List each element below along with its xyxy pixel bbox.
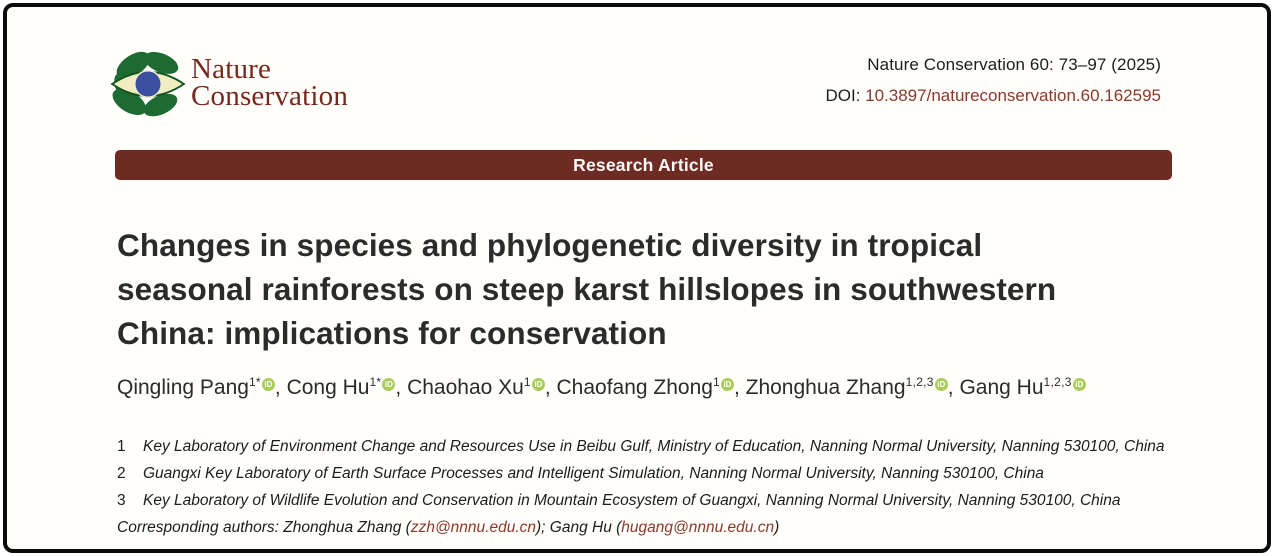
journal-brand [109,47,348,121]
doi-line [825,86,1161,106]
affiliation-text: Guangxi Key Laboratory of Earth Surface Processes and Intelligent Simulation, Nanning Normal University, Nanning 530100, China [143,465,1044,482]
corresponding-email-1[interactable]: zzh@nnnu.edu.cn [410,519,537,536]
article-type-label: Research Article [573,154,714,175]
author [557,376,746,399]
author [287,376,408,399]
orcid-icon[interactable]: iD [382,378,395,391]
affiliation-number: 1 [117,438,126,455]
author-separator: , [544,376,557,399]
corresponding-prefix: Corresponding authors: Zhonghua Zhang ( [117,519,411,536]
author-name: Gang Hu [959,376,1044,399]
author-affiliation-sup: 1* [248,375,261,389]
paper-first-page [3,3,1271,553]
journal-logo-icon [109,47,187,121]
author-separator: , [733,376,746,399]
orcid-icon[interactable]: iD [721,378,734,391]
article-type-banner [115,150,1172,180]
author-name: Zhonghua Zhang [745,376,906,399]
author [407,376,556,399]
author-separator: , [395,376,408,399]
article-title-line: China: implications for conservation [117,315,667,351]
journal-name-line2: Conservation [191,80,349,112]
author-separator: , [947,376,960,399]
corresponding-email-2[interactable]: hugang@nnnu.edu.cn [621,519,775,536]
doi-link[interactable]: 10.3897/natureconservation.60.162595 [865,86,1161,105]
corresponding-suffix: ) [774,519,780,536]
article-title-line: Changes in species and phylogenetic diversity in tropical [117,227,983,263]
orcid-icon[interactable]: iD [532,378,545,391]
affiliation-row [117,433,1197,460]
author-affiliation-sup: 1,2,3 [1043,375,1072,389]
author-affiliation-sup: 1 [712,375,720,389]
corresponding-authors-line [117,514,1197,541]
author-name: Qingling Pang [117,376,249,399]
orcid-icon[interactable]: iD [1073,378,1086,391]
author-affiliation-sup: 1* [369,375,382,389]
author-affiliation-sup: 1,2,3 [905,375,934,389]
author-separator: , [274,376,287,399]
citation-block [825,55,1161,106]
affiliation-text: Key Laboratory of Environment Change and Resources Use in Beibu Gulf, Ministry of Education, Nanning Normal University, Nanning 530100, China [143,438,1165,455]
affiliation-number: 3 [117,492,126,509]
affiliation-list [117,433,1197,514]
affiliation-block [117,433,1197,541]
author-affiliation-sup: 1 [523,375,531,389]
journal-name [191,53,349,112]
article-title [117,223,1177,355]
author-list [117,376,1217,400]
citation-line: Nature Conservation 60: 73–97 (2025) [867,55,1161,74]
article-title-line: seasonal rainforests on steep karst hillslopes in southwestern [117,271,1057,307]
journal-name-line1: Nature [191,53,272,85]
doi-label: DOI: [825,86,866,105]
orcid-icon[interactable]: iD [262,378,275,391]
affiliation-text: Key Laboratory of Wildlife Evolution and Conservation in Mountain Ecosystem of Guangxi, Nanning Normal University, Nanning 530100, China [143,492,1121,509]
author-name: Chaofang Zhong [556,376,713,399]
author [746,376,960,399]
author-name: Chaohao Xu [407,376,524,399]
affiliation-row [117,487,1197,514]
orcid-icon[interactable]: iD [935,378,948,391]
author [117,376,287,399]
affiliation-row [117,460,1197,487]
author-name: Cong Hu [286,376,370,399]
author [959,376,1085,399]
affiliation-number: 2 [117,465,126,482]
corresponding-middle: ); Gang Hu ( [536,519,622,536]
journal-header [109,47,1161,121]
